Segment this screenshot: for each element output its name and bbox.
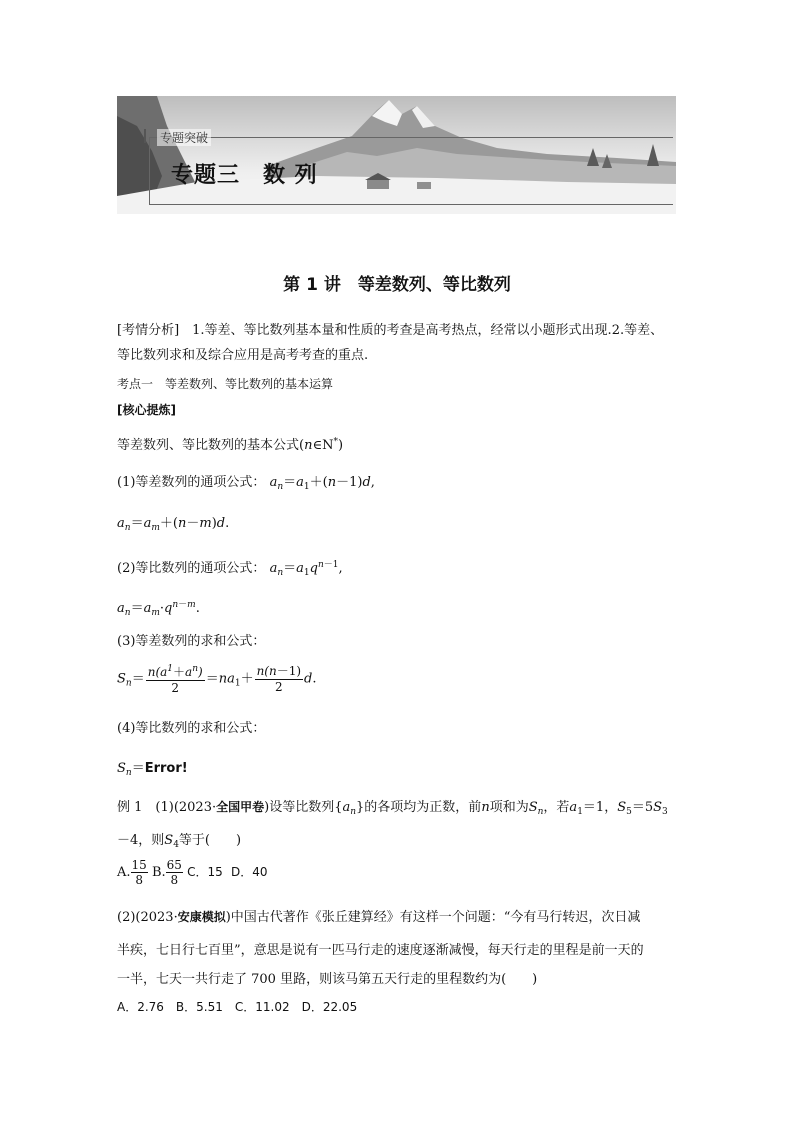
basic-formula-text: 等差数列、等比数列的基本公式( bbox=[117, 438, 305, 453]
option-b-label: B. bbox=[151, 865, 166, 880]
formula-3-label: (3)等差数列的求和公式： bbox=[117, 634, 266, 649]
option-a-fraction: $\frac{15}{8}$ bbox=[131, 858, 147, 887]
basic-formula-line bbox=[117, 432, 343, 456]
formula-4-label: (4)等比数列的求和公式： bbox=[117, 721, 266, 736]
formula-1b-expr: $a_n=a_m+(n-m)d$. bbox=[117, 516, 230, 533]
ex1-p1-d: 项和为 bbox=[489, 800, 529, 815]
option-d: D．40 bbox=[230, 865, 268, 879]
analysis-line-1 bbox=[117, 321, 663, 341]
ex1-p1-e: ，若 bbox=[543, 800, 570, 815]
formula-2-label: (2)等比数列的通项公式： bbox=[117, 561, 266, 576]
formula-1-line bbox=[117, 473, 375, 497]
ex1-s3: $S_3$ bbox=[653, 800, 668, 817]
example1-part2-line1 bbox=[117, 907, 640, 928]
basic-formula-close: ) bbox=[337, 438, 344, 453]
option-b-fraction: $\frac{65}{8}$ bbox=[166, 858, 182, 887]
ex1-p1-g: ＝5 bbox=[631, 800, 654, 815]
ex1-l2-a: －4，则 bbox=[117, 833, 165, 848]
ex1-n: n bbox=[481, 800, 490, 815]
topic-banner bbox=[117, 96, 676, 214]
ex1-p1-f: ＝1， bbox=[582, 800, 618, 815]
basic-formula-set: ∈N bbox=[312, 438, 334, 453]
example1-part2-line3: 一半，七天一共行走了 700 里路，则该马第五天行走的里程数约为( ) bbox=[117, 972, 538, 987]
formula-4-expr: $S_n=Error$! bbox=[117, 761, 188, 778]
topic-title: 专题三 数 列 bbox=[171, 163, 318, 188]
analysis-tag: [考情分析] bbox=[117, 323, 180, 338]
ex1-p2-a: (2)(2023· bbox=[117, 910, 178, 925]
ex1-source-2: 安康模拟 bbox=[177, 910, 226, 924]
example1-options bbox=[117, 857, 268, 888]
example1-part1-line1 bbox=[117, 797, 668, 822]
ex1-s5: $S_5$ bbox=[617, 800, 632, 817]
formula-2b-expr: $a_n=a_m\cdot q^{n-m}$. bbox=[117, 600, 200, 618]
example1-part1-line2 bbox=[117, 831, 241, 855]
ex1-sn: $S_n$ bbox=[528, 800, 544, 817]
error-text: Error! bbox=[144, 761, 188, 776]
topic-label: 专题突破 bbox=[157, 129, 211, 146]
banner-frame-top bbox=[149, 137, 673, 138]
var-n: n bbox=[304, 438, 313, 453]
core-tag: [核心提炼] bbox=[117, 403, 176, 417]
ex1-p1-b: )设等比数列{ bbox=[264, 800, 343, 815]
analysis-line-2: 等比数列求和及综合应用是高考考查的重点. bbox=[117, 348, 369, 363]
formula-1-label: (1)等差数列的通项公式： bbox=[117, 475, 266, 490]
banner-frame-left bbox=[149, 137, 150, 205]
formula-2-line bbox=[117, 555, 343, 583]
kaodian-heading: 考点一 等差数列、等比数列的基本运算 bbox=[117, 377, 334, 391]
option-c: C．15 bbox=[187, 865, 223, 879]
formula-3-expr: $S_n=$ $\frac{n(a^1+a^n)}{2}$ $=na_1+$ $\frac{n(n-1)}{2}$ d. bbox=[117, 663, 317, 695]
ex1-l2-b: 等于( ) bbox=[178, 833, 242, 848]
option-a-label: A. bbox=[117, 865, 131, 880]
star-superscript: * bbox=[333, 437, 338, 447]
formula-2-expr: $a_n=a_1q^{n-1}$, bbox=[269, 560, 343, 578]
analysis-text-1: 1.等差、等比数列基本量和性质的考查是高考热点，经常以小题形式出现.2.等差、 bbox=[179, 323, 664, 338]
ex1-a1: $a_1$ bbox=[569, 800, 583, 817]
mountain-landscape-image bbox=[117, 96, 676, 214]
formula-1-expr: $a_n=a_1+(n-1)d$, bbox=[269, 475, 375, 492]
banner-tick-mark bbox=[144, 129, 146, 143]
ex1-an: $a_n$ bbox=[342, 800, 357, 817]
banner-frame-bottom bbox=[149, 204, 673, 205]
ex1-s4: $S_4$ bbox=[164, 833, 179, 850]
ex1-source-1: 全国甲卷 bbox=[216, 800, 265, 814]
ex1-p2-b: )中国古代著作《张丘建算经》有这样一个问题：“今有马行转迟，次日减 bbox=[225, 910, 641, 925]
example1-part2-line2: 半疾，七日行七百里”，意思是说有一匹马行走的速度逐渐减慢，每天行走的里程是前一天的 bbox=[117, 943, 644, 958]
example1-part2-options: A．2.76 B．5.51 C．11.02 D．22.05 bbox=[117, 1000, 358, 1014]
ex1-p1-a: 例 1 (1)(2023· bbox=[117, 800, 217, 815]
ex1-p1-c: }的各项均为正数，前 bbox=[356, 800, 482, 815]
lesson-title: 第 1 讲 等差数列、等比数列 bbox=[283, 275, 511, 295]
